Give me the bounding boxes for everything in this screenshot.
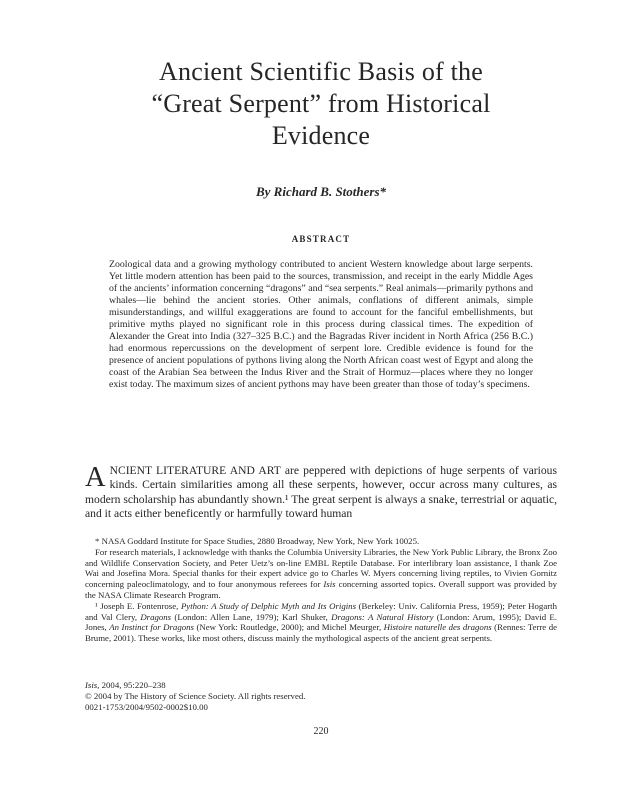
title-line-3: Evidence xyxy=(271,121,371,150)
page-number: 220 xyxy=(313,726,329,737)
imprint-issn: 0021-1753/2004/9502-0002$10.00 xyxy=(85,701,208,712)
footnotes-block xyxy=(85,536,557,644)
title-line-1: Ancient Scientific Basis of the xyxy=(159,57,483,86)
journal-imprint xyxy=(85,680,557,713)
abstract-heading: ABSTRACT xyxy=(291,234,351,244)
footnote-acknowledgments: For research materials, I acknowledge with thanks the Columbia University Libraries, the New York Public Library, the Bronx Zoo and Wildlife Conservation Society, and Peter Uetz’s on-line EMBL Reptile Database. For interlibrary loan assistance, I thank Zoe Wai and Josefina Mora. Special thanks for their expert advice go to Charles W. Myers concerning living reptiles, to Vivien Gornitz concerning paleoclimatology, and to four anonymous referees for Isis concerning assorted topics. Overall support was provided by the NASA Climate Research Program. xyxy=(85,546,557,600)
page-title xyxy=(0,56,642,152)
body-text: are peppered with depictions of huge serpents of various kinds. Certain similarities among all these serpents, however, occur across many cultures, as modern scholarship has abundantly shown.¹ The great serpent is always a snake, terrestrial or aquatic, and it acts either beneficently or harmfully toward human xyxy=(85,464,557,521)
title-line-2: “Great Serpent” from Historical xyxy=(151,89,491,118)
imprint-copyright: © 2004 by The History of Science Society. All rights reserved. xyxy=(85,690,306,701)
body-paragraph xyxy=(85,464,557,522)
byline: By Richard B. Stothers* xyxy=(255,184,387,199)
footnote-1: ¹ Joseph E. Fontenrose, Python: A Study of Delphic Myth and Its Origins (Berkeley: Univ. California Press, 1959); Peter Hogarth and Val Clery, Dragons (London: Allen Lane, 1979); Karl Shuker, Dragons: A Natural History (London: Arum, 1995); David E. Jones, An Instinct for Dragons (New York: Routledge, 2000); and Michel Meurger, Histoire naturelle des dragons (Rennes: Terre de Brume, 2001). These works, like most others, discuss mainly the mythological aspects of the ancient great serpents. xyxy=(85,600,557,644)
footnote-affiliation: * NASA Goddard Institute for Space Studies, 2880 Broadway, New York, New York 10025. xyxy=(95,536,420,546)
body-lead-caps: NCIENT LITERATURE AND ART xyxy=(109,464,281,477)
abstract-text: Zoological data and a growing mythology contributed to ancient Western knowledge about large serpents. Yet little modern attention has been paid to the sources, transmission, and receipt in the early Middle Ages of the ancients’ information concerning “dragons” and “sea serpents.” Real animals—primarily pythons and whales—lie behind the ancient stories. Other animals, conflations of different animals, simple misunderstandings, and willful exaggerations are found to account for the fanciful embellishments, but primitive myths played no significant role in this process during classical times. The expedition of Alexander the Great into India (327–325 B.C.) and the Bagradas River incident in North Africa (256 B.C.) had enormous repercussions on the development of serpent lore. Credible evidence is found for the presence of ancient populations of pythons living along the North African coast west of Egypt and along the coast of the Arabian Sea between the Indus River and the Strait of Hormuz—places where they no longer exist today. The maximum sizes of ancient pythons may have been greater than those of today’s specimens. xyxy=(109,259,533,390)
imprint-citation: Isis, 2004, 95:220–238 xyxy=(85,680,166,690)
drop-cap: A xyxy=(85,462,106,493)
